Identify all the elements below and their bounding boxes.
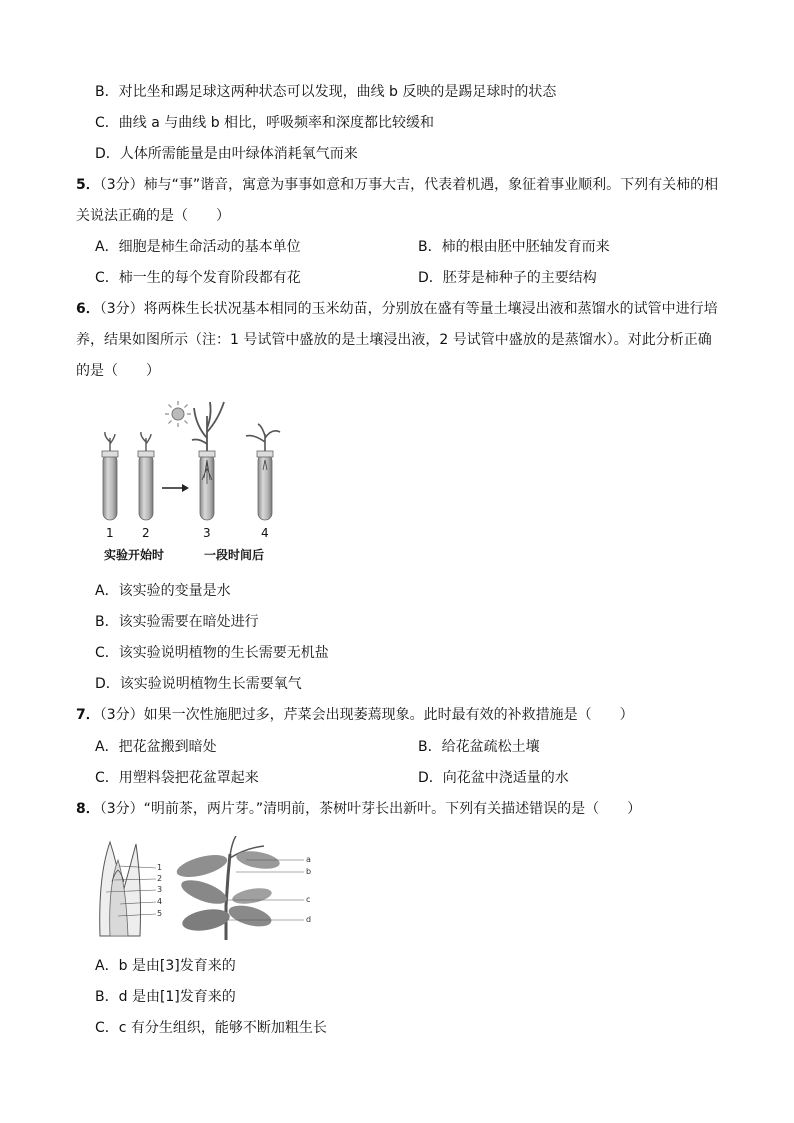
q7-stem-line1	[76, 705, 634, 725]
tea-branch	[175, 836, 304, 940]
q8-stem-line1	[76, 799, 641, 819]
caption-after: 一段时间后	[204, 548, 265, 562]
q5-number: 5．	[76, 177, 100, 193]
q8-stem-text: （3分）“明前茶，两片芽。”清明前，茶树叶芽长出新叶。下列有关描述错误的是（ ）	[99, 801, 642, 817]
q6-option-c: C．该实验说明植物的生长需要无机盐	[95, 645, 329, 661]
tube-label-1: 1	[106, 526, 114, 540]
q5-stem-line1	[76, 175, 718, 195]
q7-number: 7．	[76, 707, 100, 723]
sun-icon	[165, 401, 191, 427]
q8-bud-branch-figure	[96, 836, 326, 946]
tube-label-2: 2	[142, 526, 150, 540]
q6-figure-drawing	[96, 398, 286, 568]
q5-stem-line2: 关说法正确的是（ ）	[76, 208, 230, 224]
q6-option-b: B．该实验需要在暗处进行	[95, 614, 259, 630]
branch-label-c: c	[306, 895, 311, 904]
arrow-icon	[162, 484, 189, 492]
q8-figure-drawing	[96, 836, 326, 946]
q7-stem-text: （3分）如果一次性施肥过多，芹菜会出现萎蔫现象。此时最有效的补救措施是（ ）	[99, 707, 634, 723]
branch-label-d: d	[306, 915, 312, 924]
branch-label-a: a	[306, 855, 311, 864]
q4-option-b: B．对比坐和踢足球这两种状态可以发现，曲线 b 反映的是踢足球时的状态	[95, 84, 557, 100]
q8-option-b: B．d 是由[1]发育来的	[95, 989, 236, 1005]
q4-option-d: D．人体所需能量是由叶绿体消耗氧气而来	[95, 146, 358, 162]
test-tube-3	[192, 402, 224, 520]
q6-option-d: D．该实验说明植物生长需要氧气	[95, 676, 302, 692]
branch-label-b: b	[306, 867, 312, 876]
test-tube-4	[246, 424, 280, 520]
bud-label-4: 4	[157, 897, 163, 906]
q6-stem-line1	[76, 299, 718, 319]
caption-start: 实验开始时	[104, 548, 165, 562]
tube-label-4: 4	[261, 526, 269, 540]
leaf-bud-section	[100, 842, 156, 936]
test-tube-2	[138, 432, 154, 520]
q6-stem-line2: 养，结果如图所示（注：1 号试管中盛放的是土壤浸出液，2 号试管中盛放的是蒸馏水）。对此分析正确	[76, 332, 712, 348]
q8-option-a: A．b 是由[3]发育来的	[95, 958, 236, 974]
q4-option-c: C．曲线 a 与曲线 b 相比，呼吸频率和深度都比较缓和	[95, 115, 435, 131]
q7-option-a: A．把花盆搬到暗处	[95, 739, 217, 755]
bud-label-5: 5	[157, 909, 163, 918]
bud-label-2: 2	[157, 874, 163, 883]
q6-stem-text: （3分）将两株生长状况基本相同的玉米幼苗，分别放在盛有等量土壤浸出液和蒸馏水的试管中进行培	[99, 301, 718, 317]
q5-option-d: D．胚芽是柿种子的主要结构	[418, 270, 597, 286]
test-tube-1	[102, 432, 118, 520]
q6-option-a: A．该实验的变量是水	[95, 583, 231, 599]
q5-option-a: A．细胞是柿生命活动的基本单位	[95, 239, 301, 255]
q5-stem-text: （3分）柿与“事”谐音，寓意为事事如意和万事大吉，代表着机遇，象征着事业顺利。下列有关柿的相	[99, 177, 719, 193]
q7-option-d: D．向花盆中浇适量的水	[418, 770, 569, 786]
bud-label-1: 1	[157, 863, 163, 872]
q6-number: 6．	[76, 301, 100, 317]
bud-label-3: 3	[157, 885, 163, 894]
q8-option-c: C．c 有分生组织，能够不断加粗生长	[95, 1020, 327, 1036]
q6-test-tube-figure	[96, 398, 286, 568]
q6-stem-line3: 的是（ ）	[76, 363, 160, 379]
tube-label-3: 3	[203, 526, 211, 540]
q5-option-b: B．柿的根由胚中胚轴发育而来	[418, 239, 610, 255]
q8-number: 8．	[76, 801, 100, 817]
q7-option-c: C．用塑料袋把花盆罩起来	[95, 770, 259, 786]
q5-option-c: C．柿一生的每个发育阶段都有花	[95, 270, 301, 286]
q7-option-b: B．给花盆疏松土壤	[418, 739, 540, 755]
